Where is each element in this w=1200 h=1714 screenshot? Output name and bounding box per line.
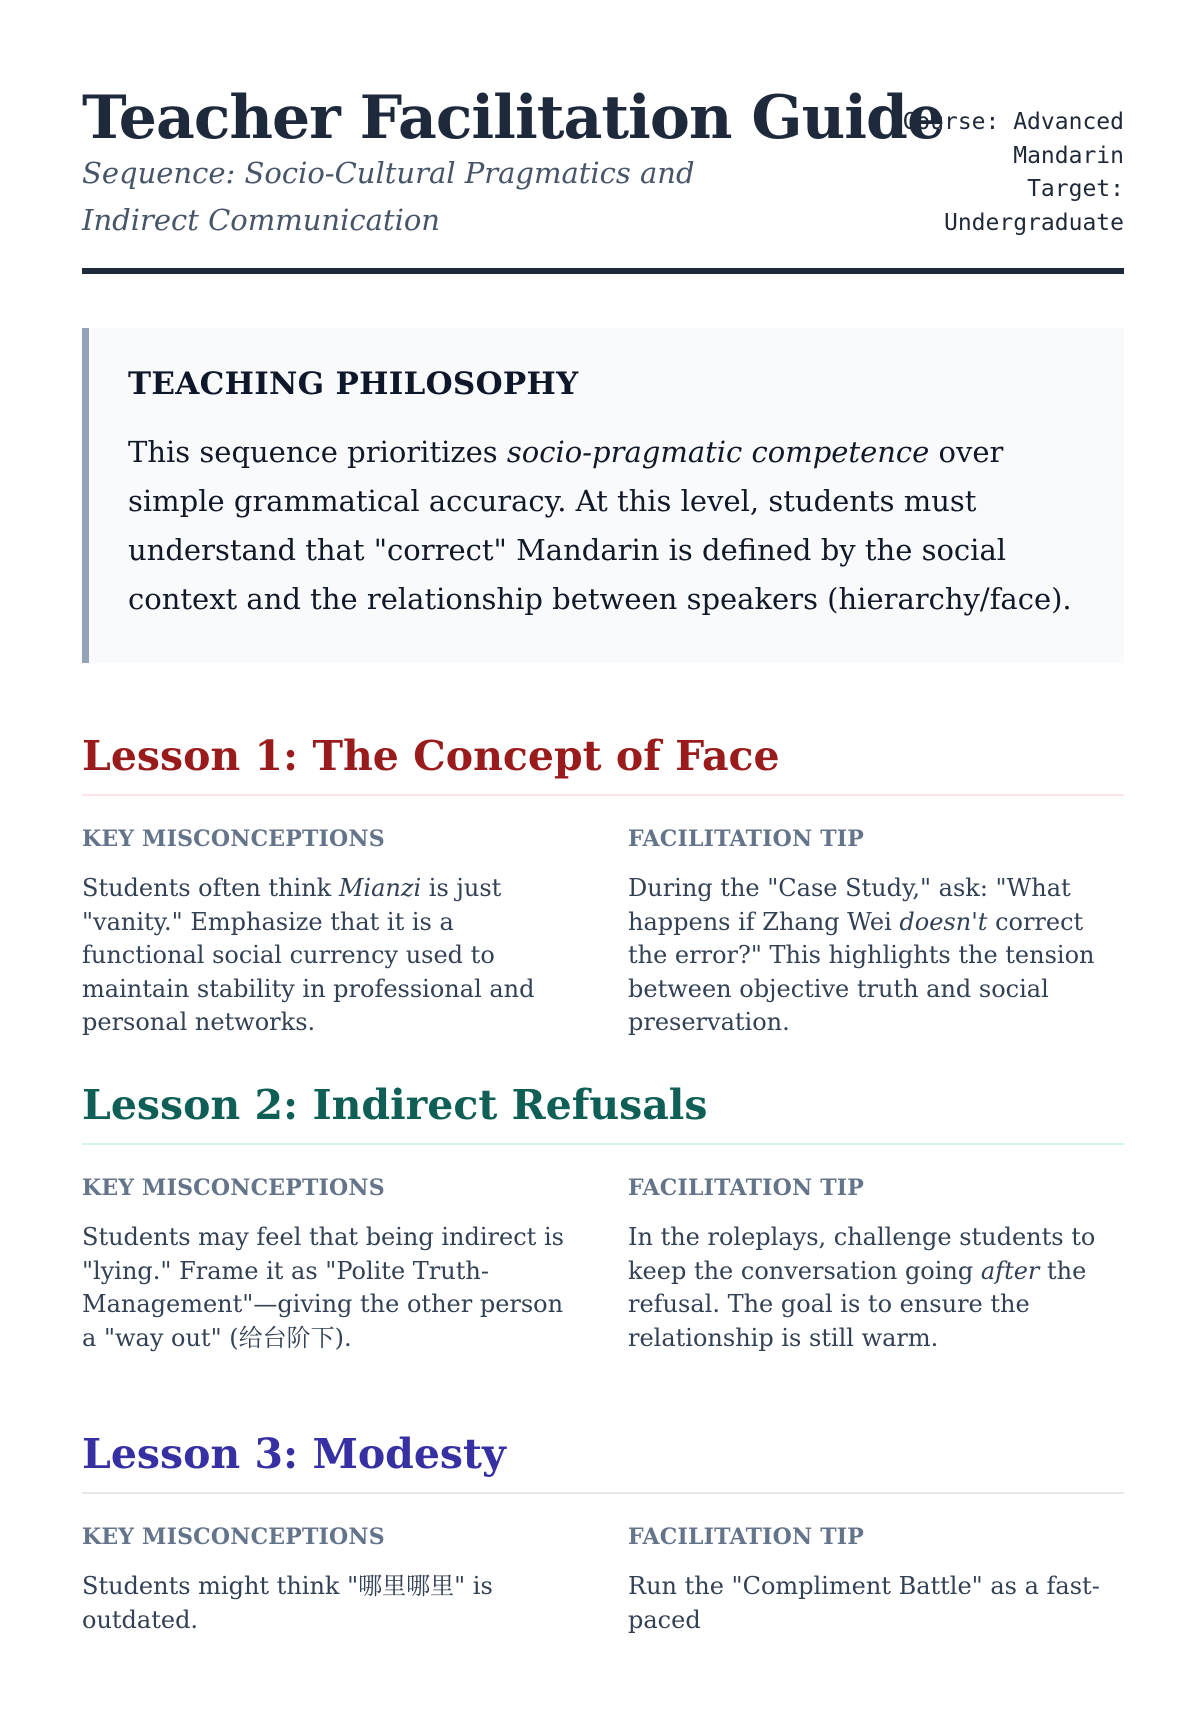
tip-text-part: During the "Case Study," ask: "What happens if Zhang Wei <box>628 874 1071 936</box>
misconceptions-text-part: Students often think <box>82 874 339 902</box>
facilitation-tip-text <box>628 872 1118 1040</box>
sequence-subtitle: Sequence: Socio-Cultural Pragmatics and Indirect Communication <box>82 156 695 237</box>
misconceptions-column <box>82 826 572 1040</box>
header-divider <box>82 268 1124 274</box>
course-meta <box>854 106 1124 240</box>
lesson-3-section <box>82 1424 1124 1714</box>
tip-emphasis: doesn't <box>899 907 988 936</box>
misconceptions-text: Students might think "哪里哪里" is outdated. <box>82 1572 493 1634</box>
meta-line: Undergraduate <box>943 209 1124 236</box>
misconceptions-text: Students may feel that being indirect is "lying." Frame it as "Polite Truth-Management"—giving the other person a "way out" (给台阶下). <box>82 1223 564 1352</box>
meta-line: Mandarin <box>1013 142 1124 169</box>
lesson-title: Lesson 2: Indirect Refusals <box>82 1081 708 1129</box>
misconceptions-text-part: is just "vanity." Emphasize that it is a functional social currency used to maintain stability in professional and personal networks. <box>82 874 535 1036</box>
facilitation-tip-label: FACILITATION TIP <box>628 1524 864 1550</box>
philosophy-text <box>128 428 1088 624</box>
facilitation-tip-label: FACILITATION TIP <box>628 826 864 852</box>
misconceptions-label: KEY MISCONCEPTIONS <box>82 1175 385 1201</box>
lesson-title: Lesson 1: The Concept of Face <box>82 732 780 780</box>
philosophy-text-part: over simple grammatical accuracy. At this level, students must understand that "correct" Mandarin is defined by the social context and the relationship between speakers (hierarchy/face). <box>128 435 1072 616</box>
facilitation-tip-column <box>628 1175 1118 1355</box>
tip-emphasis: after <box>980 1256 1040 1285</box>
meta-line: Course: Advanced <box>902 109 1124 135</box>
facilitation-tip-label: FACILITATION TIP <box>628 1175 864 1201</box>
lesson-title: Lesson 3: Modesty <box>82 1430 506 1478</box>
misconceptions-emphasis: Mianzi <box>338 874 422 902</box>
philosophy-emphasis: socio-pragmatic competence <box>506 435 930 469</box>
lesson-1-section <box>82 726 1124 1036</box>
philosophy-text-part: This sequence prioritizes <box>128 435 507 469</box>
lesson-columns <box>82 796 1124 1036</box>
misconceptions-label: KEY MISCONCEPTIONS <box>82 1524 385 1550</box>
lesson-2-section <box>82 1075 1124 1365</box>
facilitation-tip-text: Run the "Compliment Battle" as a fast-paced <box>628 1572 1100 1634</box>
tip-text-part: In the roleplays, challenge students to keep the conversation going <box>628 1223 1096 1285</box>
tip-text-part: correct the error?" This highlights the tension between objective truth and social preservation. <box>628 907 1095 1036</box>
philosophy-heading: TEACHING PHILOSOPHY <box>128 366 579 402</box>
facilitation-tip-text <box>628 1221 1118 1355</box>
page-title: Teacher Facilitation Guide <box>82 83 945 153</box>
lesson-columns <box>82 1145 1124 1365</box>
teaching-philosophy-box <box>82 328 1124 663</box>
facilitation-tip-column <box>628 1524 1118 1637</box>
meta-line: Target: <box>1027 176 1124 202</box>
guide-header <box>82 80 1124 276</box>
lesson-columns <box>82 1494 1124 1714</box>
facilitation-tip-column <box>628 826 1118 1040</box>
misconceptions-text <box>82 872 572 1040</box>
misconceptions-column <box>82 1175 572 1355</box>
tip-text-part: the refusal. The goal is to ensure the relationship is still warm. <box>628 1256 1087 1352</box>
misconceptions-column <box>82 1524 572 1637</box>
misconceptions-label: KEY MISCONCEPTIONS <box>82 826 385 852</box>
